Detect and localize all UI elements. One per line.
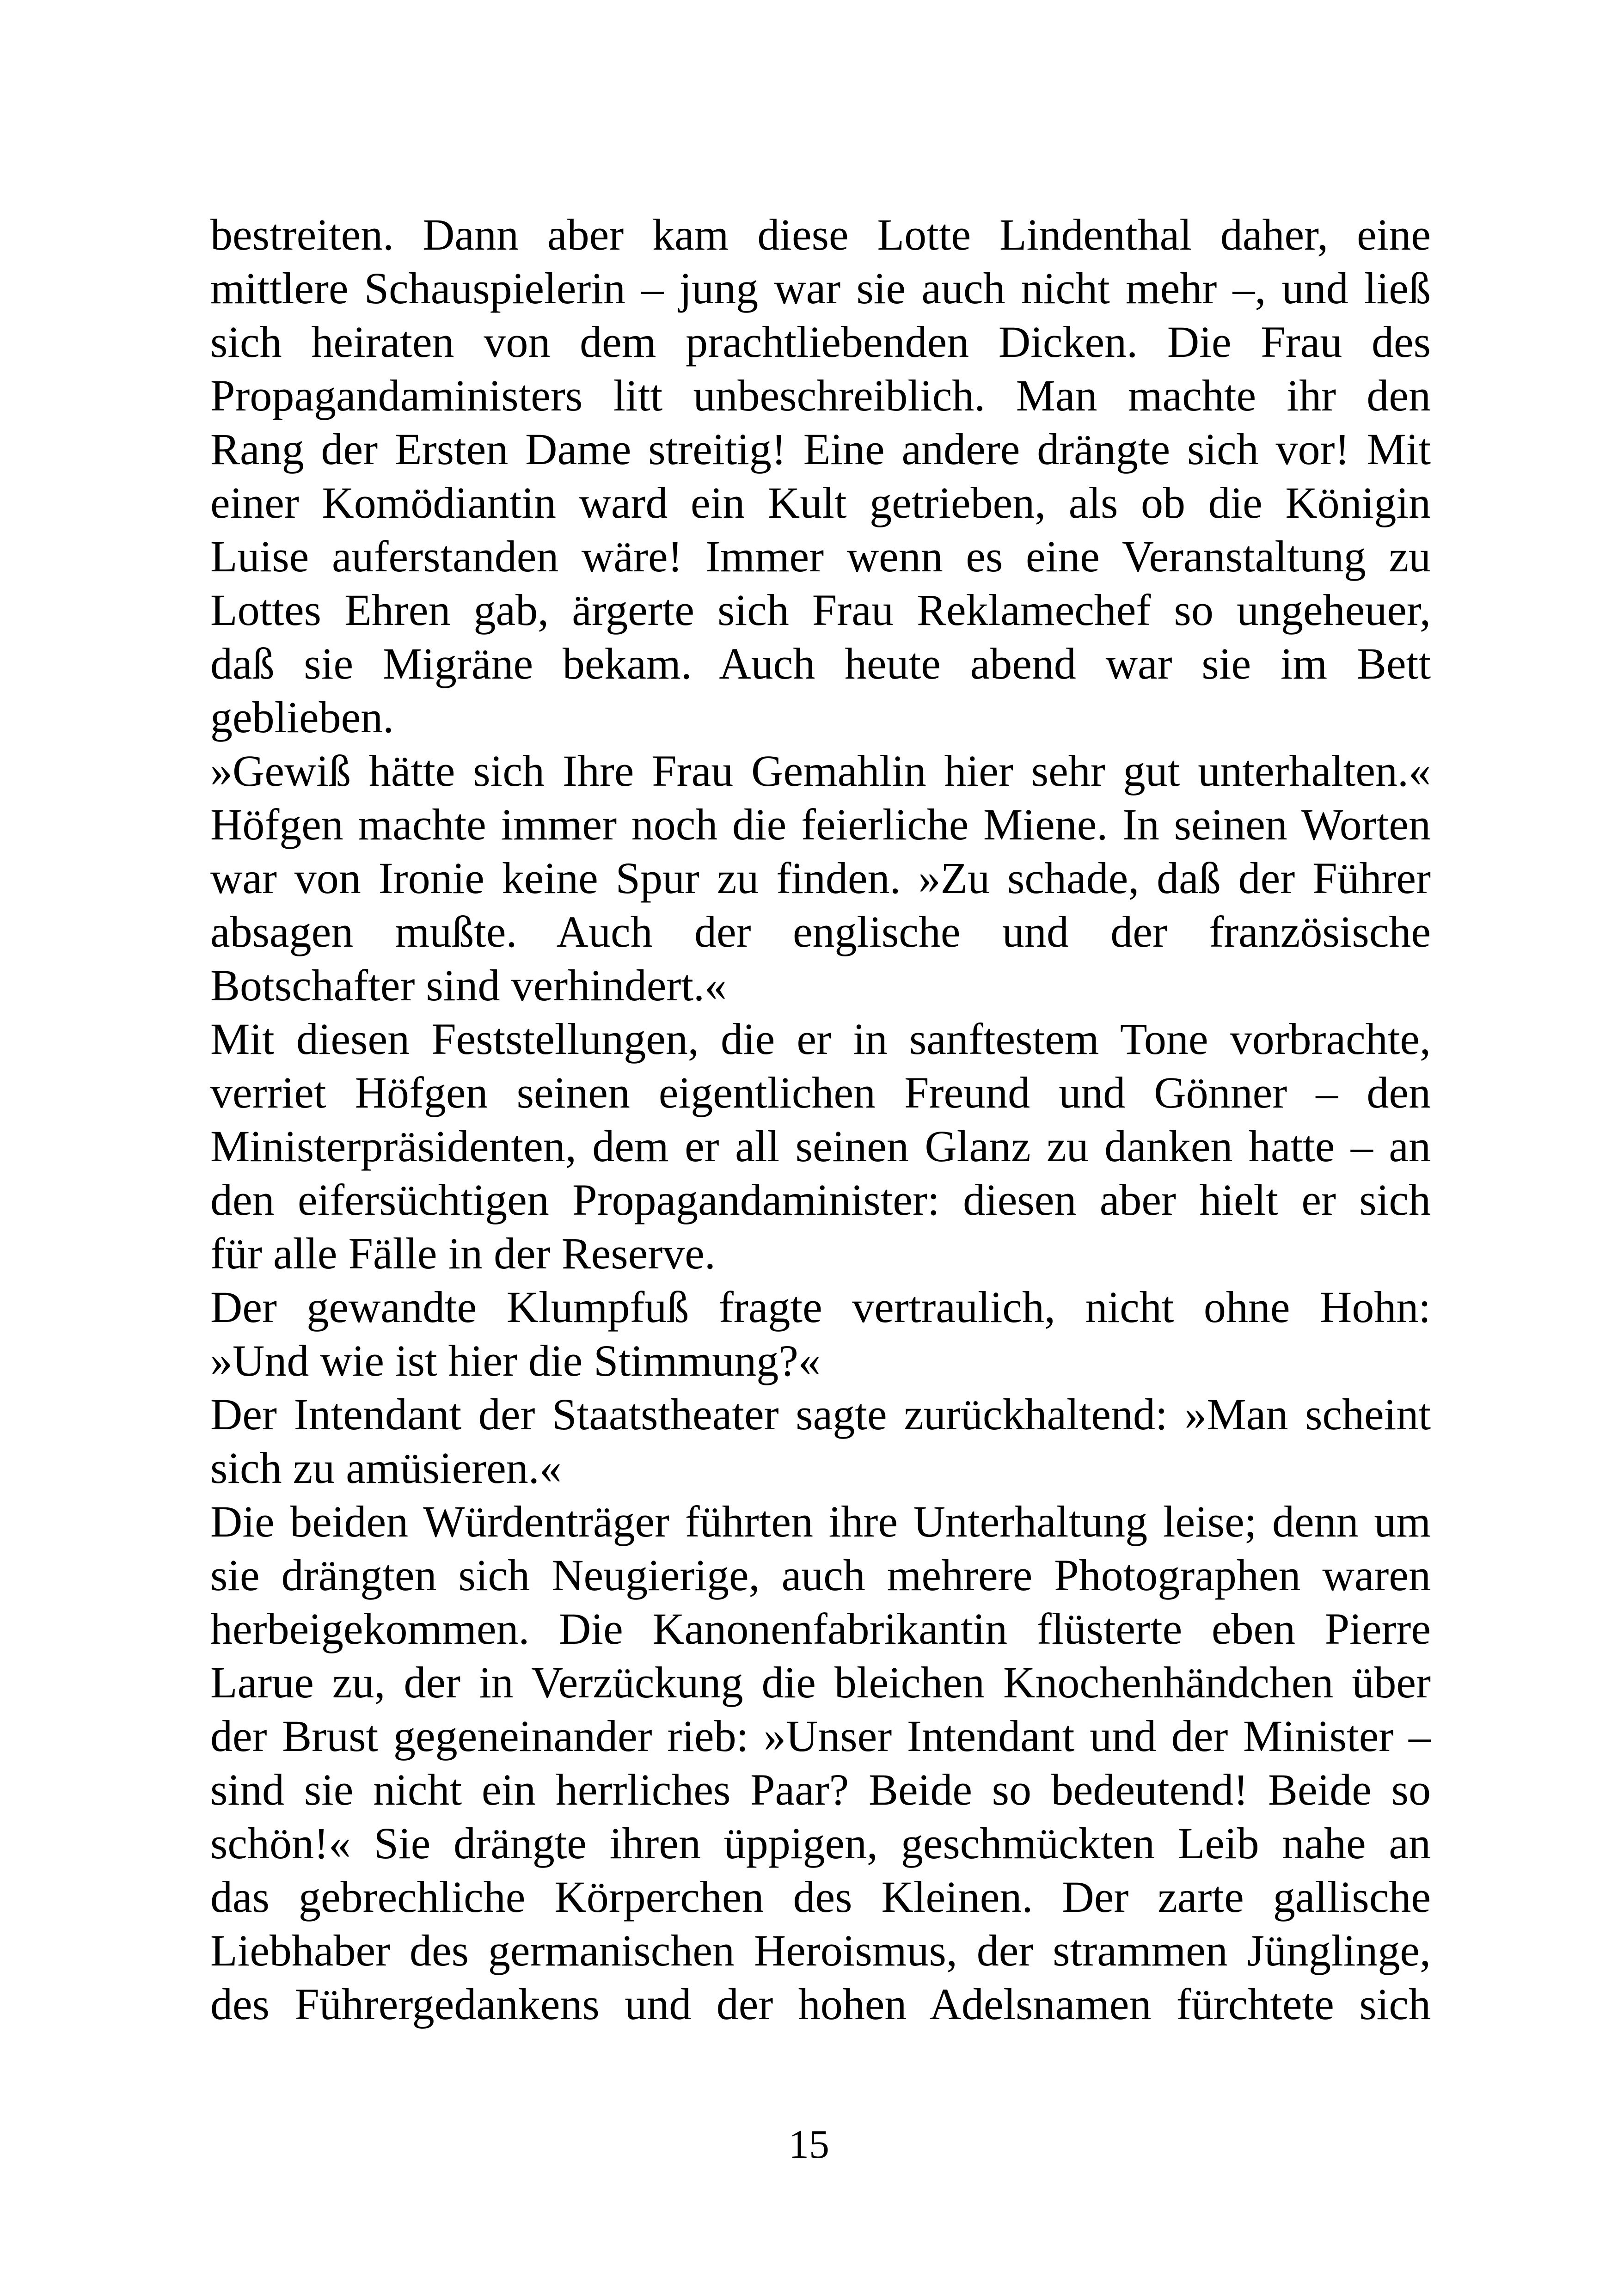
paragraph bbox=[210, 1280, 1431, 1388]
text-line: herbeigekommen. Die Kanonenfabrikantin flüsterte eben Pierre bbox=[210, 1604, 1431, 1653]
text-line: Lottes Ehren gab, ärgerte sich Frau Reklamechef so ungeheuer, bbox=[210, 585, 1431, 635]
paragraph bbox=[210, 1012, 1431, 1280]
text-line: »Und wie ist hier die Stimmung?« bbox=[210, 1336, 821, 1385]
text-line: mittlere Schauspielerin – jung war sie auch nicht mehr –, und ließ bbox=[210, 263, 1431, 313]
text-line: absagen mußte. Auch der englische und der französische bbox=[210, 907, 1431, 956]
text-line: sie drängten sich Neugierige, auch mehrere Photographen waren bbox=[210, 1550, 1431, 1600]
text-line: des Führergedankens und der hohen Adelsnamen fürchtete sich bbox=[210, 1979, 1431, 2029]
paragraph bbox=[210, 1495, 1431, 2031]
paragraph bbox=[210, 208, 1431, 744]
paragraph bbox=[210, 1388, 1431, 1495]
text-line: Rang der Ersten Dame streitig! Eine andere drängte sich vor! Mit bbox=[210, 424, 1431, 474]
text-line: sich heiraten von dem prachtliebenden Dicken. Die Frau des bbox=[210, 317, 1431, 367]
text-line: den eifersüchtigen Propagandaminister: diesen aber hielt er sich bbox=[210, 1175, 1431, 1225]
text-line: verriet Höfgen seinen eigentlichen Freund und Gönner – den bbox=[210, 1068, 1431, 1117]
text-line: das gebrechliche Körperchen des Kleinen. Der zarte gallische bbox=[210, 1872, 1431, 1922]
text-line: »Gewiß hätte sich Ihre Frau Gemahlin hier sehr gut unterhalten.« bbox=[210, 746, 1431, 796]
text-line: Ministerpräsidenten, dem er all seinen Glanz zu danken hatte – an bbox=[210, 1121, 1431, 1171]
text-line: Der gewandte Klumpfuß fragte vertraulich, nicht ohne Hohn: bbox=[210, 1282, 1431, 1332]
text-line: sind sie nicht ein herrliches Paar? Beide so bedeutend! Beide so bbox=[210, 1765, 1431, 1814]
text-line: bestreiten. Dann aber kam diese Lotte Lindenthal daher, eine bbox=[210, 210, 1431, 259]
text-line: Höfgen machte immer noch die feierliche Miene. In seinen Worten bbox=[210, 800, 1431, 849]
text-line: Mit diesen Feststellungen, die er in sanftestem Tone vorbrachte, bbox=[210, 1014, 1431, 1064]
text-line: Botschafter sind verhindert.« bbox=[210, 961, 727, 1010]
text-line: der Brust gegeneinander rieb: »Unser Intendant und der Minister – bbox=[210, 1711, 1431, 1761]
text-line: sich zu amüsieren.« bbox=[210, 1443, 562, 1493]
text-line: war von Ironie keine Spur zu finden. »Zu schade, daß der Führer bbox=[210, 853, 1431, 903]
text-line: Liebhaber des germanischen Heroismus, der strammen Jünglinge, bbox=[210, 1926, 1431, 1975]
text-line: Luise auferstanden wäre! Immer wenn es eine Veranstaltung zu bbox=[210, 532, 1431, 581]
page-number: 15 bbox=[789, 2122, 829, 2167]
text-line: Propagandaministers litt unbeschreiblich. Man machte ihr den bbox=[210, 371, 1431, 420]
paragraph bbox=[210, 744, 1431, 1012]
text-line: Larue zu, der in Verzückung die bleichen Knochenhändchen über bbox=[210, 1658, 1431, 1707]
text-line: einer Komödiantin ward ein Kult getrieben, als ob die Königin bbox=[210, 478, 1431, 527]
text-line: für alle Fälle in der Reserve. bbox=[210, 1229, 716, 1278]
text-line: Die beiden Würdenträger führten ihre Unterhaltung leise; denn um bbox=[210, 1497, 1431, 1546]
text-line: Der Intendant der Staatstheater sagte zurückhaltend: »Man scheint bbox=[210, 1390, 1431, 1439]
text-line: geblieben. bbox=[210, 692, 394, 742]
text-line: schön!« Sie drängte ihren üppigen, geschmückten Leib nahe an bbox=[210, 1818, 1431, 1868]
body-text bbox=[210, 208, 1431, 2031]
text-line: daß sie Migräne bekam. Auch heute abend war sie im Bett bbox=[210, 639, 1431, 688]
